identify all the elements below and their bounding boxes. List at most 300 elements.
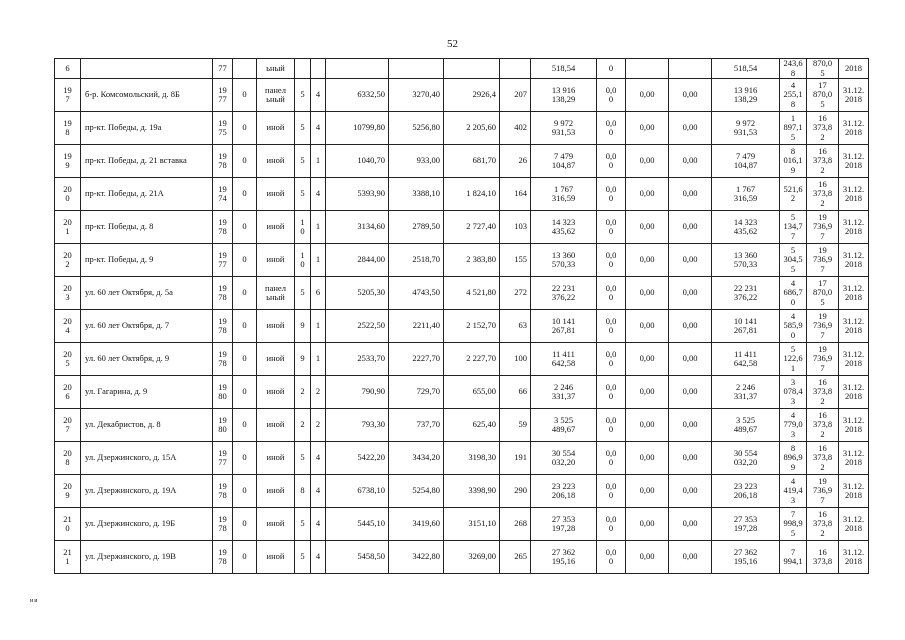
table-row [55, 442, 869, 475]
flag-cell: 0 [233, 145, 257, 178]
deadline-cell: 31.12. 2018 [839, 343, 869, 376]
address-cell: ул. 60 лет Октября, д. 7 [81, 310, 213, 343]
entrances-cell [311, 59, 326, 79]
residential-area-cell [444, 59, 500, 79]
address-cell: ул. Дзержинского, д. 19Б [81, 508, 213, 541]
cost-total-cell: 13 360 570,33 [531, 244, 597, 277]
cost-budget-cell: 0,00 [626, 79, 669, 112]
residential-area-cell: 3398,90 [444, 475, 500, 508]
living-area-cell: 3434,20 [389, 442, 444, 475]
entrances-cell: 4 [311, 112, 326, 145]
deadline-cell: 31.12. 2018 [839, 244, 869, 277]
row-number: 20 7 [55, 409, 81, 442]
total-area-cell: 793,30 [326, 409, 389, 442]
floors-cell: 5 [295, 145, 311, 178]
row-number: 20 1 [55, 211, 81, 244]
flag-cell: 0 [233, 409, 257, 442]
residential-area-cell: 2 383,80 [444, 244, 500, 277]
address-cell: ул. Дзержинского, д. 19А [81, 475, 213, 508]
living-area-cell: 2211,40 [389, 310, 444, 343]
unit-cost-cell: 4 419,4 3 [780, 475, 807, 508]
max-unit-cost-cell: 19 736,9 7 [807, 310, 839, 343]
cost-fund-cell: 0,0 0 [597, 508, 626, 541]
table-row [55, 277, 869, 310]
cost-budget-cell: 0,00 [626, 409, 669, 442]
material-cell: иной [257, 145, 295, 178]
deadline-cell: 31.12. 2018 [839, 541, 869, 574]
cost-other-cell: 0,00 [669, 211, 712, 244]
unit-cost-cell: 4 686,7 0 [780, 277, 807, 310]
row-number: 21 1 [55, 541, 81, 574]
address-cell: ул. 60 лет Октября, д. 5а [81, 277, 213, 310]
row-number: 19 7 [55, 79, 81, 112]
row-number: 19 9 [55, 145, 81, 178]
max-unit-cost-cell: 16 373,8 2 [807, 145, 839, 178]
floors-cell: 5 [295, 442, 311, 475]
table-row [55, 376, 869, 409]
cost-other-cell: 0,00 [669, 277, 712, 310]
living-area-cell: 4743,50 [389, 277, 444, 310]
table-row [55, 343, 869, 376]
total-area-cell [326, 59, 389, 79]
cost-budget-cell: 0,00 [626, 211, 669, 244]
living-area-cell: 5254,80 [389, 475, 444, 508]
entrances-cell: 2 [311, 409, 326, 442]
deadline-cell: 31.12. 2018 [839, 409, 869, 442]
material-cell: иной [257, 244, 295, 277]
total-area-cell: 5205,30 [326, 277, 389, 310]
cost-other-cell: 0,00 [669, 475, 712, 508]
residents-cell: 265 [500, 541, 531, 574]
cost-owners-cell: 30 554 032,20 [712, 442, 780, 475]
entrances-cell: 1 [311, 343, 326, 376]
total-area-cell: 2844,00 [326, 244, 389, 277]
residents-cell: 290 [500, 475, 531, 508]
cost-total-cell: 7 479 104,87 [531, 145, 597, 178]
flag-cell: 0 [233, 508, 257, 541]
cost-total-cell: 10 141 267,81 [531, 310, 597, 343]
flag-cell: 0 [233, 211, 257, 244]
material-cell: иной [257, 112, 295, 145]
residents-cell: 66 [500, 376, 531, 409]
entrances-cell: 6 [311, 277, 326, 310]
total-area-cell: 790,90 [326, 376, 389, 409]
floors-cell: 1 0 [295, 211, 311, 244]
year-cell: 19 74 [213, 178, 233, 211]
cost-total-cell: 9 972 931,53 [531, 112, 597, 145]
living-area-cell: 3388,10 [389, 178, 444, 211]
row-number: 20 4 [55, 310, 81, 343]
residential-area-cell: 655,00 [444, 376, 500, 409]
cost-other-cell: 0,00 [669, 409, 712, 442]
entrances-cell: 2 [311, 376, 326, 409]
cost-owners-cell: 9 972 931,53 [712, 112, 780, 145]
residential-area-cell: 2 227,70 [444, 343, 500, 376]
cost-fund-cell: 0,0 0 [597, 178, 626, 211]
floors-cell [295, 59, 311, 79]
floors-cell: 8 [295, 475, 311, 508]
entrances-cell: 4 [311, 178, 326, 211]
cost-fund-cell: 0,0 0 [597, 145, 626, 178]
unit-cost-cell: 7 998,9 5 [780, 508, 807, 541]
floors-cell: 9 [295, 310, 311, 343]
flag-cell: 0 [233, 178, 257, 211]
table-row [55, 112, 869, 145]
material-cell: панел ьный [257, 79, 295, 112]
flag-cell: 0 [233, 112, 257, 145]
cost-total-cell: 2 246 331,37 [531, 376, 597, 409]
living-area-cell: 2789,50 [389, 211, 444, 244]
cost-fund-cell: 0,0 0 [597, 310, 626, 343]
row-number: 20 3 [55, 277, 81, 310]
residential-area-cell: 3198,30 [444, 442, 500, 475]
max-unit-cost-cell: 19 736,9 7 [807, 244, 839, 277]
cost-total-cell: 518,54 [531, 59, 597, 79]
unit-cost-cell: 3 078,4 3 [780, 376, 807, 409]
address-cell: пр-кт. Победы, д. 8 [81, 211, 213, 244]
unit-cost-cell: 5 134,7 7 [780, 211, 807, 244]
cost-fund-cell: 0,0 0 [597, 244, 626, 277]
residents-cell: 59 [500, 409, 531, 442]
total-area-cell: 5458,50 [326, 541, 389, 574]
year-cell: 19 78 [213, 145, 233, 178]
cost-owners-cell: 13 916 138,29 [712, 79, 780, 112]
residential-area-cell: 3269,00 [444, 541, 500, 574]
cost-total-cell: 22 231 376,22 [531, 277, 597, 310]
unit-cost-cell: 4 779,0 3 [780, 409, 807, 442]
deadline-cell: 2018 [839, 59, 869, 79]
total-area-cell: 5393,90 [326, 178, 389, 211]
deadline-cell: 31.12. 2018 [839, 376, 869, 409]
year-cell: 19 78 [213, 541, 233, 574]
cost-total-cell: 30 554 032,20 [531, 442, 597, 475]
total-area-cell: 10799,80 [326, 112, 389, 145]
deadline-cell: 31.12. 2018 [839, 475, 869, 508]
table-row [55, 541, 869, 574]
row-number: 20 9 [55, 475, 81, 508]
cost-other-cell: 0,00 [669, 343, 712, 376]
address-cell: пр-кт. Победы, д. 9 [81, 244, 213, 277]
year-cell: 19 77 [213, 442, 233, 475]
deadline-cell: 31.12. 2018 [839, 442, 869, 475]
cost-budget-cell: 0,00 [626, 277, 669, 310]
cost-other-cell: 0,00 [669, 541, 712, 574]
total-area-cell: 1040,70 [326, 145, 389, 178]
material-cell: иной [257, 211, 295, 244]
max-unit-cost-cell: 17 870,0 5 [807, 79, 839, 112]
cost-other-cell [669, 59, 712, 79]
cost-fund-cell: 0,0 0 [597, 409, 626, 442]
total-area-cell: 2533,70 [326, 343, 389, 376]
cost-other-cell: 0,00 [669, 112, 712, 145]
deadline-cell: 31.12. 2018 [839, 211, 869, 244]
max-unit-cost-cell: 16 373,8 2 [807, 178, 839, 211]
residents-cell: 164 [500, 178, 531, 211]
residents-cell: 26 [500, 145, 531, 178]
row-number: 20 8 [55, 442, 81, 475]
address-cell: пр-кт. Победы, д. 21 вставка [81, 145, 213, 178]
cost-fund-cell: 0,0 0 [597, 211, 626, 244]
row-number: 20 5 [55, 343, 81, 376]
address-cell: ул. Гагарина, д. 9 [81, 376, 213, 409]
max-unit-cost-cell: 16 373,8 2 [807, 112, 839, 145]
entrances-cell: 1 [311, 244, 326, 277]
floors-cell: 5 [295, 112, 311, 145]
row-number: 20 2 [55, 244, 81, 277]
residential-area-cell: 681,70 [444, 145, 500, 178]
floors-cell: 1 0 [295, 244, 311, 277]
flag-cell [233, 59, 257, 79]
unit-cost-cell: 521,6 2 [780, 178, 807, 211]
cost-total-cell: 23 223 206,18 [531, 475, 597, 508]
housing-register-table [54, 58, 869, 574]
entrances-cell: 1 [311, 211, 326, 244]
entrances-cell: 1 [311, 310, 326, 343]
max-unit-cost-cell: 16 373,8 [807, 541, 839, 574]
cost-fund-cell: 0,0 0 [597, 112, 626, 145]
cost-fund-cell: 0,0 0 [597, 442, 626, 475]
row-number: 6 [55, 59, 81, 79]
material-cell: ьный [257, 59, 295, 79]
residential-area-cell: 625,40 [444, 409, 500, 442]
max-unit-cost-cell: 16 373,8 2 [807, 409, 839, 442]
address-cell: пр-кт. Победы, д. 19а [81, 112, 213, 145]
deadline-cell: 31.12. 2018 [839, 145, 869, 178]
year-cell: 19 80 [213, 376, 233, 409]
row-number: 20 6 [55, 376, 81, 409]
material-cell: иной [257, 376, 295, 409]
cost-owners-cell: 23 223 206,18 [712, 475, 780, 508]
deadline-cell: 31.12. 2018 [839, 277, 869, 310]
cost-owners-cell: 1 767 316,59 [712, 178, 780, 211]
living-area-cell: 3422,80 [389, 541, 444, 574]
unit-cost-cell: 4 255,1 8 [780, 79, 807, 112]
entrances-cell: 4 [311, 442, 326, 475]
residents-cell: 155 [500, 244, 531, 277]
material-cell: иной [257, 409, 295, 442]
cost-total-cell: 1 767 316,59 [531, 178, 597, 211]
floors-cell: 2 [295, 409, 311, 442]
year-cell: 19 78 [213, 277, 233, 310]
residential-area-cell: 1 824,10 [444, 178, 500, 211]
residents-cell: 191 [500, 442, 531, 475]
residential-area-cell: 4 521,80 [444, 277, 500, 310]
cost-budget-cell: 0,00 [626, 178, 669, 211]
living-area-cell: 5256,80 [389, 112, 444, 145]
cost-owners-cell: 2 246 331,37 [712, 376, 780, 409]
entrances-cell: 4 [311, 79, 326, 112]
table-row [55, 178, 869, 211]
entrances-cell: 4 [311, 541, 326, 574]
flag-cell: 0 [233, 541, 257, 574]
cost-fund-cell: 0,0 0 [597, 277, 626, 310]
max-unit-cost-cell: 17 870,0 5 [807, 277, 839, 310]
address-cell: ул. Дзержинского, д. 15А [81, 442, 213, 475]
total-area-cell: 3134,60 [326, 211, 389, 244]
year-cell: 77 [213, 59, 233, 79]
cost-total-cell: 14 323 435,62 [531, 211, 597, 244]
address-cell: ул. 60 лет Октября, д. 9 [81, 343, 213, 376]
cost-budget-cell: 0,00 [626, 442, 669, 475]
cost-other-cell: 0,00 [669, 508, 712, 541]
living-area-cell: 2227,70 [389, 343, 444, 376]
table-row [55, 59, 869, 79]
cost-other-cell: 0,00 [669, 145, 712, 178]
cost-owners-cell: 518,54 [712, 59, 780, 79]
year-cell: 19 78 [213, 475, 233, 508]
max-unit-cost-cell: 19 736,9 7 [807, 343, 839, 376]
year-cell: 19 78 [213, 508, 233, 541]
year-cell: 19 78 [213, 343, 233, 376]
year-cell: 19 78 [213, 310, 233, 343]
table-row [55, 211, 869, 244]
flag-cell: 0 [233, 79, 257, 112]
cost-total-cell: 27 362 195,16 [531, 541, 597, 574]
cost-other-cell: 0,00 [669, 244, 712, 277]
year-cell: 19 80 [213, 409, 233, 442]
cost-fund-cell: 0,0 0 [597, 475, 626, 508]
deadline-cell: 31.12. 2018 [839, 79, 869, 112]
cost-total-cell: 13 916 138,29 [531, 79, 597, 112]
floors-cell: 5 [295, 277, 311, 310]
residential-area-cell: 2926,4 [444, 79, 500, 112]
material-cell: иной [257, 178, 295, 211]
unit-cost-cell: 8 896,9 9 [780, 442, 807, 475]
deadline-cell: 31.12. 2018 [839, 310, 869, 343]
table-row [55, 409, 869, 442]
material-cell: иной [257, 475, 295, 508]
residential-area-cell: 2 205,60 [444, 112, 500, 145]
max-unit-cost-cell: 16 373,8 2 [807, 376, 839, 409]
row-number: 20 0 [55, 178, 81, 211]
flag-cell: 0 [233, 376, 257, 409]
flag-cell: 0 [233, 442, 257, 475]
cost-total-cell: 11 411 642,58 [531, 343, 597, 376]
living-area-cell: 3419,60 [389, 508, 444, 541]
residents-cell: 207 [500, 79, 531, 112]
deadline-cell: 31.12. 2018 [839, 508, 869, 541]
unit-cost-cell: 7 994,1 [780, 541, 807, 574]
unit-cost-cell: 8 016,1 9 [780, 145, 807, 178]
residents-cell: 402 [500, 112, 531, 145]
floors-cell: 2 [295, 376, 311, 409]
flag-cell: 0 [233, 244, 257, 277]
table-row [55, 145, 869, 178]
flag-cell: 0 [233, 310, 257, 343]
cost-owners-cell: 10 141 267,81 [712, 310, 780, 343]
cost-total-cell: 27 353 197,28 [531, 508, 597, 541]
material-cell: иной [257, 343, 295, 376]
total-area-cell: 2522,50 [326, 310, 389, 343]
cost-budget-cell: 0,00 [626, 475, 669, 508]
cost-budget-cell: 0,00 [626, 145, 669, 178]
unit-cost-cell: 5 304,5 5 [780, 244, 807, 277]
material-cell: иной [257, 541, 295, 574]
cost-other-cell: 0,00 [669, 178, 712, 211]
cost-owners-cell: 22 231 376,22 [712, 277, 780, 310]
living-area-cell: 2518,70 [389, 244, 444, 277]
cost-owners-cell: 7 479 104,87 [712, 145, 780, 178]
cost-owners-cell: 27 362 195,16 [712, 541, 780, 574]
floors-cell: 9 [295, 343, 311, 376]
total-area-cell: 6738,10 [326, 475, 389, 508]
residential-area-cell: 2 727,40 [444, 211, 500, 244]
entrances-cell: 4 [311, 475, 326, 508]
cost-fund-cell: 0,0 0 [597, 79, 626, 112]
cost-budget-cell: 0,00 [626, 508, 669, 541]
deadline-cell: 31.12. 2018 [839, 112, 869, 145]
residents-cell: 268 [500, 508, 531, 541]
row-number: 21 0 [55, 508, 81, 541]
max-unit-cost-cell: 16 373,8 2 [807, 508, 839, 541]
cost-budget-cell: 0,00 [626, 376, 669, 409]
floors-cell: 5 [295, 508, 311, 541]
row-number: 19 8 [55, 112, 81, 145]
floors-cell: 5 [295, 178, 311, 211]
cost-budget-cell: 0,00 [626, 244, 669, 277]
living-area-cell: 729,70 [389, 376, 444, 409]
cost-fund-cell: 0,0 0 [597, 541, 626, 574]
unit-cost-cell: 5 122,6 1 [780, 343, 807, 376]
floors-cell: 5 [295, 541, 311, 574]
flag-cell: 0 [233, 475, 257, 508]
cost-owners-cell: 11 411 642,58 [712, 343, 780, 376]
material-cell: панел ьный [257, 277, 295, 310]
year-cell: 19 77 [213, 79, 233, 112]
max-unit-cost-cell: 19 736,9 7 [807, 475, 839, 508]
material-cell: иной [257, 508, 295, 541]
cost-fund-cell: 0 [597, 59, 626, 79]
residents-cell: 103 [500, 211, 531, 244]
residents-cell: 272 [500, 277, 531, 310]
address-cell [81, 59, 213, 79]
table-row [55, 508, 869, 541]
residential-area-cell: 2 152,70 [444, 310, 500, 343]
cost-budget-cell: 0,00 [626, 541, 669, 574]
cost-owners-cell: 3 525 489,67 [712, 409, 780, 442]
max-unit-cost-cell: 870,0 5 [807, 59, 839, 79]
table-row [55, 475, 869, 508]
cost-other-cell: 0,00 [669, 310, 712, 343]
cost-budget-cell [626, 59, 669, 79]
year-cell: 19 78 [213, 211, 233, 244]
living-area-cell: 737,70 [389, 409, 444, 442]
cost-other-cell: 0,00 [669, 376, 712, 409]
table-row [55, 244, 869, 277]
cost-other-cell: 0,00 [669, 442, 712, 475]
cost-budget-cell: 0,00 [626, 343, 669, 376]
material-cell: иной [257, 442, 295, 475]
total-area-cell: 5445,10 [326, 508, 389, 541]
entrances-cell: 4 [311, 508, 326, 541]
address-cell: б-р. Комсомольский, д. 8Б [81, 79, 213, 112]
flag-cell: 0 [233, 277, 257, 310]
address-cell: пр-кт. Победы, д. 21А [81, 178, 213, 211]
residential-area-cell: 3151,10 [444, 508, 500, 541]
cost-budget-cell: 0,00 [626, 112, 669, 145]
cost-other-cell: 0,00 [669, 79, 712, 112]
total-area-cell: 6332,50 [326, 79, 389, 112]
total-area-cell: 5422,20 [326, 442, 389, 475]
living-area-cell: 933,00 [389, 145, 444, 178]
entrances-cell: 1 [311, 145, 326, 178]
cost-owners-cell: 13 360 570,33 [712, 244, 780, 277]
living-area-cell: 3270,40 [389, 79, 444, 112]
cost-owners-cell: 14 323 435,62 [712, 211, 780, 244]
max-unit-cost-cell: 19 736,9 7 [807, 211, 839, 244]
material-cell: иной [257, 310, 295, 343]
residents-cell [500, 59, 531, 79]
